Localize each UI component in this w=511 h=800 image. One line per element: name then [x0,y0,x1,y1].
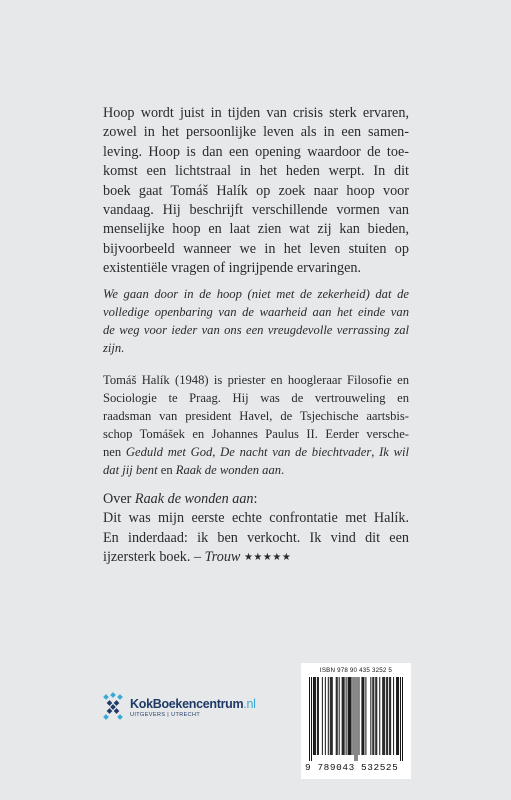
review-line: En inderdaad: ik ben verkocht. Ik vind dit een [103,529,409,546]
publisher-name [130,697,256,711]
barcode-bar [376,677,377,755]
barcode-bar [330,677,331,755]
barcode-bar [382,677,383,755]
review-text: ijzersterk boek. – [103,549,205,566]
review-quote [103,490,409,568]
barcode-bar [336,677,337,755]
bio-line: Tomáš Halík (1948) is priester en hoogleraar Filosofie en [103,373,409,387]
barcode-bar [398,677,399,755]
barcode-bar [379,677,380,755]
barcode-bar [373,677,374,755]
barcode-bar [389,677,390,755]
book-title: Ik wil [379,445,410,459]
review-book-title: Raak de wonden aan [134,491,254,507]
barcode-bar [350,677,351,755]
barcode-bar [349,677,350,755]
book-title: De nacht van de biechtvader [220,445,372,459]
barcode-bar [375,677,376,755]
quote-line: de weg voor ieder van ons een vreugdevolle verrassing zal [103,323,409,337]
bio-text: en [157,463,176,477]
barcode-bar [315,677,316,755]
barcode-bar [318,677,319,755]
bio-line: raadsman van president Havel, de Tsjechische aartsbis- [103,409,409,423]
blurb-line: komst een lichtstraal in het heden werpt. In dit [103,163,409,180]
book-title: Raak de wonden aan [175,463,282,477]
barcode-bar [332,677,333,755]
bio-line [103,461,409,479]
review-line: Dit was mijn eerste echte confrontatie met Halík. [103,510,409,527]
review-source: Trouw [204,549,241,566]
bio-line [103,443,409,461]
barcode-bar [313,677,314,755]
review-colon: : [253,491,258,507]
barcode-bar [346,677,347,755]
barcode-bar [361,677,362,755]
barcode-bars [309,677,403,761]
barcode-bar [393,677,394,755]
blurb-line: boek gaat Tomáš Halík op zoek naar hoop voor [103,182,409,199]
barcode-bar [337,677,338,755]
barcode-bar [317,677,318,755]
barcode-bar [353,677,354,755]
barcode-bar [387,677,388,755]
book-title: dat jij bent [103,463,158,477]
publisher-subtitle: UITGEVERS | UTRECHT [130,711,201,718]
barcode-bar [339,677,340,755]
blurb-line: leving. Hoop is dan een opening waardoor de toe- [103,143,409,160]
rating-stars: ★★★★★ [243,552,292,564]
blurb-line: menselijke hoop en laat zien wat zij kan bieden, [103,221,409,238]
barcode-bar [325,677,326,755]
barcode-bar [384,677,385,755]
barcode-bar [348,677,349,755]
barcode-bar [344,677,345,755]
bio-line: Sociologie te Praag. Hij was de vertrouweling en [103,391,409,405]
barcode-bar [343,677,344,755]
isbn-label: ISBN 978 90 435 3252 5 [319,667,393,674]
blurb-line: Hoop wordt juist in tijden van crisis sterk ervaren, [103,105,409,121]
ean-digits: 9 789043 532525 [305,762,399,773]
barcode-bar [372,677,373,755]
barcode-bar [370,677,371,755]
publisher-logo [102,691,256,723]
bio-text: , [212,445,221,459]
barcode-bar [402,677,403,761]
bio-text: , [371,445,380,459]
barcode-bar [397,677,398,755]
quote-line: We gaan door in de hoop (niet met de zekerheid) dat de [103,287,409,301]
barcode-bar [363,677,364,755]
barcode-bar [356,677,357,761]
bio-line: schop Tomášek en Johannes Paulus II. Eerder versche- [103,427,409,441]
barcode-bar [355,677,356,761]
quote-line: volledige openbaring van de waarheid aan het einde van [103,305,409,319]
barcode-bar [358,677,359,755]
quote-paragraph [103,285,409,357]
blurb-line: bijvoorbeeld wanneer we in het leven stuiten op [103,240,409,257]
publisher-mark-icon [102,692,124,722]
publisher-name-text: KokBoekencentrum [130,696,244,711]
barcode-bar [311,677,312,761]
barcode-bar [342,677,343,755]
barcode-bar [328,677,329,755]
barcode-bar [314,677,315,755]
isbn-barcode [301,663,411,779]
barcode-bar [322,677,323,755]
publisher-tld: .nl [243,696,256,711]
barcode-bar [365,677,366,755]
blurb-line: existentiële vragen of ingrijpende ervaringen. [103,260,362,277]
barcode-bar [351,677,352,755]
blurb-line: vandaag. Hij beschrijft verschillende vormen van [103,202,409,219]
barcode-bar [383,677,384,755]
barcode-bar [390,677,391,755]
review-line [103,548,409,567]
bio-text: nen [103,445,126,459]
barcode-bar [362,677,363,755]
barcode-bar [331,677,332,755]
book-title: Geduld met God [125,445,213,459]
barcode-bar [396,677,397,755]
quote-line: zijn. [103,341,125,355]
blurb-paragraph [103,104,409,279]
review-prefix: Over [103,491,135,507]
bio-text: . [281,463,285,477]
barcode-bar [309,677,310,761]
blurb-line: zowel in het persoonlijke leven als in een samen- [103,124,409,141]
barcode-bar [386,677,387,755]
author-bio [103,371,409,479]
barcode-bar [400,677,401,761]
review-heading [103,490,409,509]
